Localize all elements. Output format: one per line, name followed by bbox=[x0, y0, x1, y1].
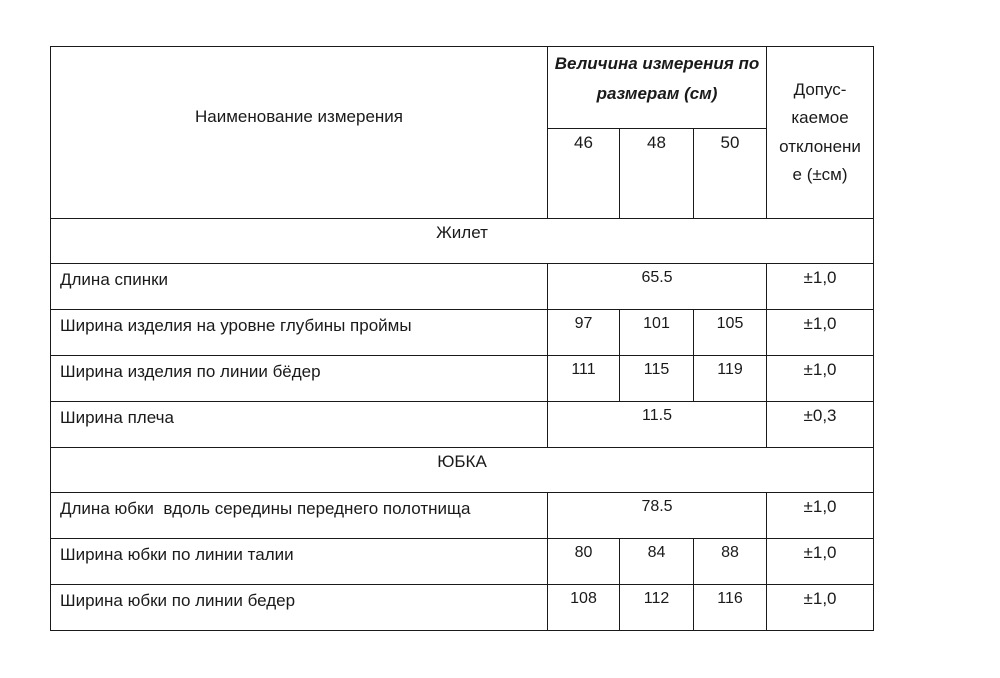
header-name-column: Наименование измерения bbox=[51, 47, 548, 219]
tolerance-line: е (±см) bbox=[792, 164, 848, 184]
tolerance-line: отклонени bbox=[779, 136, 861, 156]
tolerance-value: ±1,0 bbox=[767, 493, 874, 539]
section-title: ЮБКА bbox=[51, 448, 874, 493]
header-size-50: 50 bbox=[694, 129, 767, 219]
header-size-48: 48 bbox=[620, 129, 694, 219]
measurement-value-48: 115 bbox=[620, 356, 694, 402]
table-row bbox=[51, 493, 874, 539]
header-size-46: 46 bbox=[548, 129, 620, 219]
header-tolerance bbox=[767, 47, 874, 219]
measurement-table bbox=[50, 46, 874, 631]
tolerance-value: ±1,0 bbox=[767, 264, 874, 310]
tolerance-value: ±1,0 bbox=[767, 539, 874, 585]
table-row bbox=[51, 585, 874, 631]
tolerance-line: Допус- bbox=[793, 80, 847, 100]
measurement-name: Ширина изделия на уровне глубины проймы bbox=[51, 310, 548, 356]
measurement-value-46: 97 bbox=[548, 310, 620, 356]
measurement-name: Длина спинки bbox=[51, 264, 548, 310]
measurement-value-46: 80 bbox=[548, 539, 620, 585]
measurement-value-48: 112 bbox=[620, 585, 694, 631]
measurement-name: Ширина плеча bbox=[51, 402, 548, 448]
tolerance-value: ±1,0 bbox=[767, 356, 874, 402]
header-size-group: Величина измерения по размерам (см) bbox=[548, 47, 767, 129]
measurement-name: Ширина изделия по линии бёдер bbox=[51, 356, 548, 402]
measurement-value-50: 119 bbox=[694, 356, 767, 402]
measurement-value-46: 111 bbox=[548, 356, 620, 402]
tolerance-line: каемое bbox=[791, 108, 849, 128]
table-row bbox=[51, 356, 874, 402]
measurement-value-50: 88 bbox=[694, 539, 767, 585]
table-row bbox=[51, 402, 874, 448]
measurement-value-merged: 78.5 bbox=[548, 493, 767, 539]
measurement-value-50: 105 bbox=[694, 310, 767, 356]
table-row bbox=[51, 310, 874, 356]
measurement-value-46: 108 bbox=[548, 585, 620, 631]
tolerance-value: ±1,0 bbox=[767, 585, 874, 631]
measurement-name: Длина юбки вдоль середины переднего полотнища bbox=[51, 493, 548, 539]
tolerance-value: ±0,3 bbox=[767, 402, 874, 448]
measurement-value-48: 84 bbox=[620, 539, 694, 585]
section-title: Жилет bbox=[51, 219, 874, 264]
tolerance-value: ±1,0 bbox=[767, 310, 874, 356]
table-row bbox=[51, 539, 874, 585]
measurement-name: Ширина юбки по линии бедер bbox=[51, 585, 548, 631]
measurement-name: Ширина юбки по линии талии bbox=[51, 539, 548, 585]
measurement-value-50: 116 bbox=[694, 585, 767, 631]
measurement-value-merged: 65.5 bbox=[548, 264, 767, 310]
table-row bbox=[51, 264, 874, 310]
measurement-value-48: 101 bbox=[620, 310, 694, 356]
measurement-value-merged: 11.5 bbox=[548, 402, 767, 448]
